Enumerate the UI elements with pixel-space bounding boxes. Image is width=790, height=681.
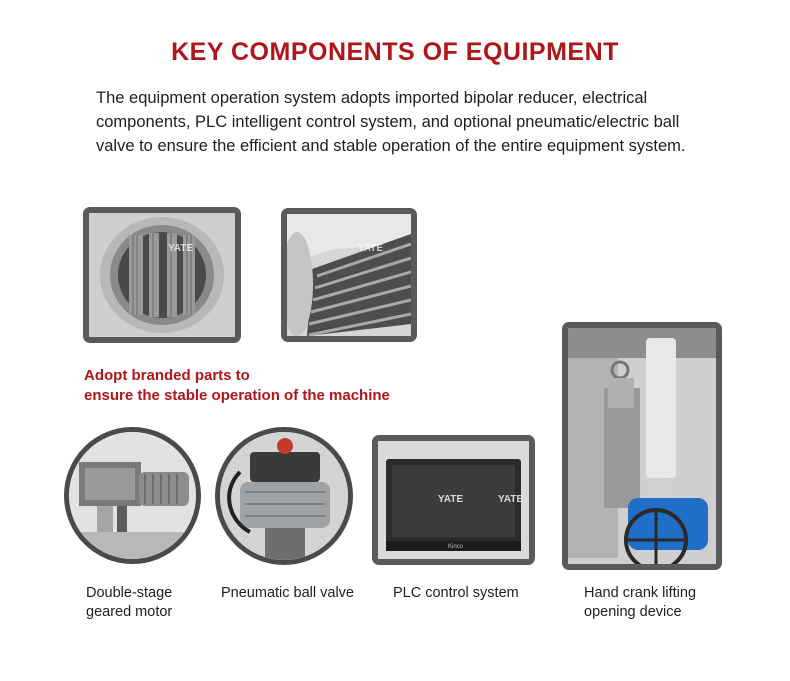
- watermark: YATE: [438, 494, 464, 505]
- caption-line: PLC control system: [393, 585, 519, 601]
- caption-line: Double-stage: [86, 585, 173, 601]
- caption-line: Pneumatic ball valve: [221, 585, 354, 601]
- intro-line: The equipment operation system adopts imported bipolar reducer, electrical: [96, 89, 648, 107]
- watermark: YATE: [358, 243, 384, 254]
- caption-motor: [86, 584, 172, 622]
- callout-line: ensure the stable operation of the machine: [84, 387, 390, 404]
- geared-motor-photo: [64, 427, 201, 564]
- caption-line: opening device: [584, 604, 682, 620]
- page-title: KEY COMPONENTS OF EQUIPMENT: [171, 38, 619, 66]
- caption-valve: [221, 584, 354, 603]
- intro-line: valve to ensure the efficient and stable operation of the entire equipment system.: [96, 137, 686, 155]
- callout-line: Adopt branded parts to: [84, 367, 250, 384]
- screen-brand-label: Kinco: [448, 544, 464, 550]
- filter-screen-photo: [83, 207, 241, 343]
- caption-plc: [393, 584, 519, 603]
- branded-parts-callout: [84, 366, 390, 406]
- caption-line: Hand crank lifting: [584, 585, 697, 601]
- intro-line: components, PLC intelligent control system, and optional pneumatic/electric ball: [96, 113, 680, 131]
- watermark: YATE: [498, 494, 524, 505]
- intro-paragraph: [96, 86, 736, 158]
- wedge-wire-photo: [281, 208, 417, 342]
- caption-line: geared motor: [86, 604, 173, 620]
- caption-crank: [584, 584, 696, 622]
- pneumatic-valve-photo: [215, 427, 353, 565]
- hand-crank-photo: [562, 322, 722, 570]
- watermark: YATE: [168, 243, 194, 254]
